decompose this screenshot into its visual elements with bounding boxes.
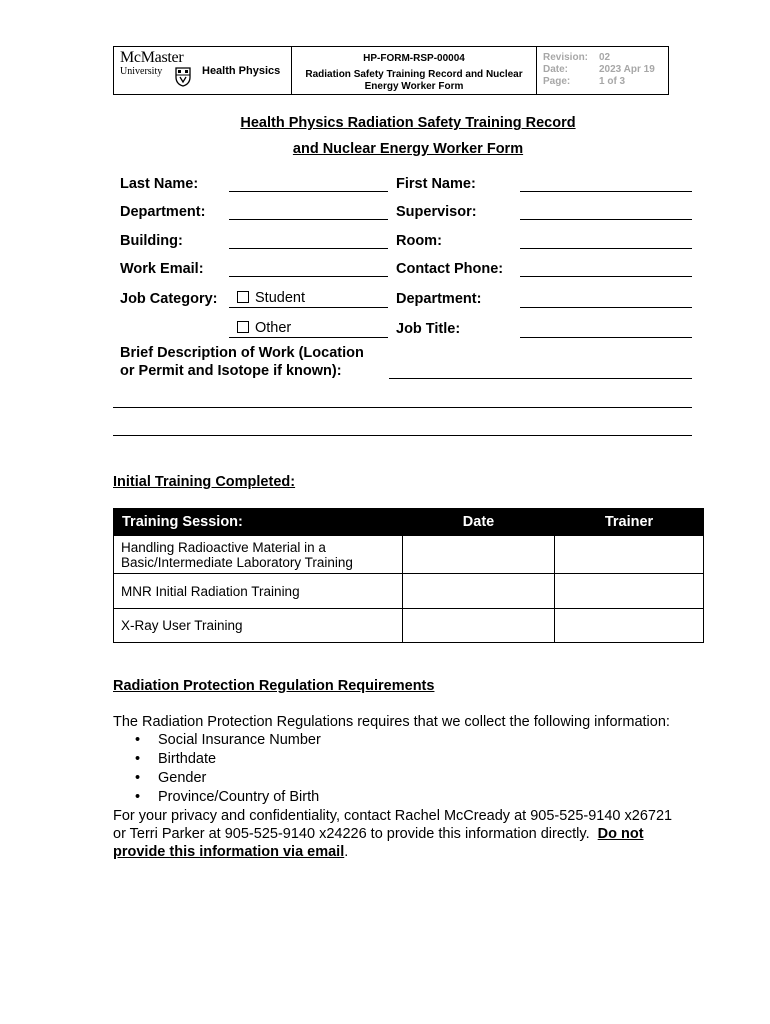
- brief-description-field-3[interactable]: [113, 435, 692, 436]
- mcmaster-logo: [120, 50, 190, 92]
- doc-title: Radiation Safety Training Record and Nuclear Energy Worker Form: [305, 69, 523, 92]
- training-table: [113, 508, 704, 643]
- session-cell: MNR Initial Radiation Training: [114, 574, 403, 609]
- header-department: Health Physics: [202, 65, 281, 77]
- brief-description-field-2[interactable]: [113, 407, 692, 408]
- department-label: Department:: [120, 204, 206, 220]
- job-category-other-line: [229, 337, 388, 338]
- job-category-student-option[interactable]: [237, 290, 305, 306]
- bullet-icon: •: [135, 751, 141, 767]
- bullet-text: Social Insurance Number: [158, 732, 321, 748]
- bullet-text: Birthdate: [158, 751, 217, 767]
- col-date: Date: [403, 509, 555, 536]
- building-field[interactable]: [229, 248, 388, 249]
- date-cell[interactable]: [403, 574, 555, 609]
- date-cell[interactable]: [403, 609, 555, 643]
- requirements-intro: The Radiation Protection Regulations requires that we collect the following information:: [113, 714, 670, 730]
- training-heading: Initial Training Completed:: [113, 474, 296, 490]
- bullet-icon: •: [135, 770, 141, 786]
- header-revision-info: [537, 47, 668, 94]
- page-value: 1 of 3: [599, 76, 626, 87]
- date-label: Date:: [543, 64, 569, 75]
- job-category-other-option[interactable]: [237, 320, 291, 336]
- page-title: Health Physics Radiation Safety Training Record: [240, 115, 576, 131]
- contact-phone-label: Contact Phone:: [396, 261, 504, 277]
- date-cell[interactable]: [403, 536, 555, 574]
- bullet-icon: •: [135, 732, 141, 748]
- job-title-field[interactable]: [520, 337, 692, 338]
- doc-id: HP-FORM-RSP-00004: [363, 53, 465, 64]
- page-subtitle: and Nuclear Energy Worker Form: [292, 141, 524, 157]
- privacy-line-2: [113, 825, 644, 844]
- logo-wordmark: McMaster: [120, 49, 184, 66]
- student-checkbox[interactable]: [237, 291, 249, 303]
- header-logo-cell: [114, 47, 292, 94]
- student-option-label: Student: [255, 290, 305, 306]
- other-checkbox[interactable]: [237, 321, 249, 333]
- list-item: [135, 789, 319, 805]
- privacy-warning-end: provide this information via email: [113, 844, 345, 860]
- table-row: [114, 609, 704, 643]
- logo-university: University: [120, 66, 163, 77]
- supervisor-field[interactable]: [520, 219, 692, 220]
- bullet-text: Gender: [158, 770, 207, 786]
- room-field[interactable]: [520, 248, 692, 249]
- table-row: [114, 536, 704, 574]
- revision-label: Revision:: [543, 52, 589, 63]
- bullet-text: Province/Country of Birth: [158, 789, 320, 805]
- requirements-heading: Radiation Protection Regulation Requirements: [113, 678, 435, 694]
- list-item: [135, 732, 321, 748]
- other-option-label: Other: [255, 320, 292, 336]
- job-title-label: Job Title:: [396, 321, 461, 337]
- crest-icon: [175, 67, 191, 87]
- job-category-label: Job Category:: [120, 291, 218, 307]
- col-training-session: Training Session:: [114, 509, 403, 536]
- first-name-field[interactable]: [520, 191, 692, 192]
- first-name-label: First Name:: [396, 176, 476, 192]
- job-category-student-line: [229, 307, 388, 308]
- room-label: Room:: [396, 233, 442, 249]
- table-row: [114, 574, 704, 609]
- session-cell: X-Ray User Training: [114, 609, 403, 643]
- header-doc-info: [292, 47, 537, 94]
- trainer-cell[interactable]: [555, 609, 704, 643]
- date-value: 2023 Apr 19: [599, 64, 655, 75]
- bullet-icon: •: [135, 789, 141, 805]
- work-email-field[interactable]: [229, 276, 388, 277]
- privacy-text: or Terri Parker at 905-525-9140 x24226 to provide this information directly.: [113, 826, 598, 842]
- privacy-line-3: [113, 843, 348, 862]
- building-label: Building:: [120, 233, 183, 249]
- session-cell: [114, 536, 403, 574]
- brief-description-label-line1: Brief Description of Work (Location: [120, 345, 364, 361]
- department-2-field[interactable]: [520, 307, 692, 308]
- session-name-line1: Handling Radioactive Material in a: [121, 539, 326, 555]
- contact-phone-field[interactable]: [520, 276, 692, 277]
- training-table-header: [114, 509, 704, 536]
- last-name-label: Last Name:: [120, 176, 199, 192]
- list-item: [135, 770, 206, 786]
- department-2-label: Department:: [396, 291, 482, 307]
- page-label: Page:: [543, 76, 571, 87]
- supervisor-label: Supervisor:: [396, 204, 477, 220]
- privacy-warning-start: Do not: [597, 826, 644, 842]
- trainer-cell[interactable]: [555, 574, 704, 609]
- privacy-line-1: For your privacy and confidentiality, contact Rachel McCready at 905-525-9140 x26721: [113, 808, 673, 824]
- brief-description-label-line2: or Permit and Isotope if known):: [120, 363, 342, 379]
- last-name-field[interactable]: [229, 191, 388, 192]
- privacy-period: .: [344, 844, 349, 860]
- work-email-label: Work Email:: [120, 261, 204, 277]
- list-item: [135, 751, 216, 767]
- session-name-line2: Basic/Intermediate Laboratory Training: [121, 554, 353, 570]
- trainer-cell[interactable]: [555, 536, 704, 574]
- col-trainer: Trainer: [555, 509, 704, 536]
- brief-description-field-1[interactable]: [389, 378, 692, 379]
- revision-value: 02: [599, 52, 611, 63]
- department-field[interactable]: [229, 219, 388, 220]
- document-header: [113, 46, 669, 95]
